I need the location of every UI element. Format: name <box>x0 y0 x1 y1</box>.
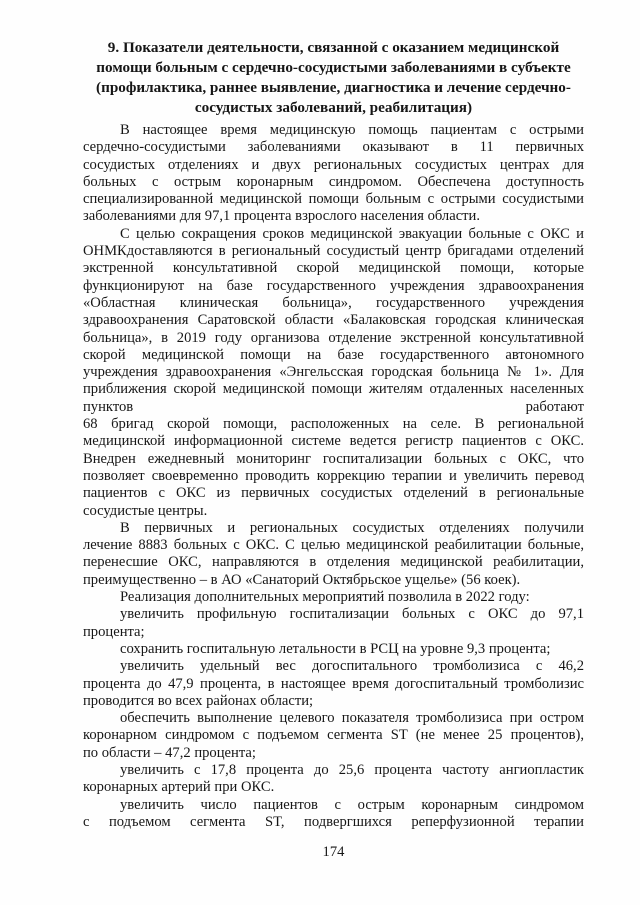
list-item <box>83 658 584 710</box>
text-line: скорой медицинской помощи на базе государственного автономного <box>83 346 584 363</box>
text-line: увеличить число пациентов с острым коронарным синдромом <box>120 796 584 813</box>
text-line: увеличить профильную госпитализации больных с ОКС до 97,1 <box>120 606 584 623</box>
section-heading <box>83 38 584 118</box>
text-line: приближения скорой медицинской помощи жителям отдаленных населенных <box>83 381 584 398</box>
text-line: лечение 8883 больных с ОКС. С целью медицинской реабилитации больные, <box>83 537 584 554</box>
heading-line: (профилактика, раннее выявление, диагностика и лечение сердечно- <box>96 79 571 96</box>
text-line: ОНМКдоставляются в региональный сосудистый центр бригадами отделений <box>83 243 584 260</box>
list-item <box>83 641 584 658</box>
text-line: здравоохранения Саратовской области «Балаковская городская клиническая <box>83 312 584 329</box>
page-number: 174 <box>322 844 345 860</box>
paragraph <box>83 226 584 520</box>
text-line: больных с острым коронарным синдромом. Обеспечена доступность <box>83 173 584 190</box>
text-line: «Областная клиническая больница», государственного учреждения <box>83 294 584 311</box>
text-line: сохранить госпитальную летальности в РСЦ на уровне 9,3 процента; <box>120 640 551 657</box>
text-line: пациентов с ОКС из первичных сосудистых отделений в региональные <box>83 485 584 502</box>
text-line: сердечно-сосудистыми заболеваниями оказывают в 11 первичных <box>83 139 584 156</box>
text-line: проводится во всех районах области; <box>83 692 314 709</box>
text-line: позволяет своевременно проводить коррекцию терапии и увеличить перевод <box>83 467 584 484</box>
text-line: заболеваниями для 97,1 процента взрослого населения области. <box>83 208 481 225</box>
text-line: коронарном синдромом с подъемом сегмента ST (не менее 25 процентов), <box>83 727 584 744</box>
text-line: Внедрен ежедневный мониторинг госпитализации больных с ОКС, что <box>83 450 584 467</box>
heading-line: 9. Показатели деятельности, связанной с оказанием медицинской <box>107 39 560 56</box>
list-item <box>83 606 584 641</box>
text-line: пунктов работают <box>83 398 584 415</box>
list-item <box>83 797 584 832</box>
text-line: медицинской информационной системе ведется регистр пациентов с ОКС. <box>83 433 584 450</box>
list-item <box>83 710 584 762</box>
text-line: процента; <box>83 623 145 640</box>
list-item <box>83 762 584 797</box>
text-line: увеличить с 17,8 процента до 25,6 процента частоту ангиопластик <box>120 761 584 778</box>
text-line: по области – 47,2 процента; <box>83 744 256 761</box>
text-line: с подъемом сегмента ST, подвергшихся реперфузионной терапии <box>83 813 584 830</box>
text-line: коронарных артерий при ОКС. <box>83 779 275 796</box>
text-line: перенесшие ОКС, направляются в отделения медицинской реабилитации, <box>83 554 584 571</box>
text-line: функционируют на базе государственного учреждения здравоохранения <box>83 277 584 294</box>
text-line: специализированной медицинской помощи больным с острыми сосудистыми <box>83 191 584 208</box>
paragraph <box>83 122 584 226</box>
text-line: В первичных и региональных сосудистых отделениях получили <box>120 519 584 536</box>
text-line: увеличить удельный вес догоспитального тромболизиса с 46,2 <box>120 658 584 675</box>
text-line: экстренной консультативной скорой медицинской помощи, которые <box>83 260 584 277</box>
heading-line: сосудистых заболеваний, реабилитация) <box>194 99 473 116</box>
body-text <box>83 122 584 831</box>
text-line: больница», в 2019 году организова отделение экстренной консультативной <box>83 329 584 346</box>
text-line: сосудистых отделениях и двух региональных сосудистых центрах для <box>83 156 584 173</box>
text-line: В настоящее время медицинскую помощь пациентам с острыми <box>120 122 584 138</box>
text-line: Реализация дополнительных мероприятий позволила в 2022 году: <box>120 589 530 606</box>
paragraph <box>83 589 584 606</box>
text-line: учреждения здравоохранения «Энгельсская городская больница № 1». Для <box>83 364 584 381</box>
text-line: обеспечить выполнение целевого показателя тромболизиса при остром <box>120 710 584 727</box>
text-line: преимущественно – в АО «Санаторий Октябрьское ущелье» (56 коек). <box>83 571 521 588</box>
text-line: процента до 47,9 процента, в настоящее время догоспитальный тромболизис <box>83 675 584 692</box>
text-line: С целью сокращения сроков медицинской эвакуации больные с ОКС и <box>120 225 584 242</box>
heading-line: помощи больным с сердечно-сосудистыми заболеваниями в субъекте <box>96 59 571 76</box>
text-line: 68 бригад скорой помощи, расположенных на селе. В региональной <box>83 416 584 433</box>
text-line: сосудистые центры. <box>83 502 208 519</box>
paragraph <box>83 520 584 589</box>
